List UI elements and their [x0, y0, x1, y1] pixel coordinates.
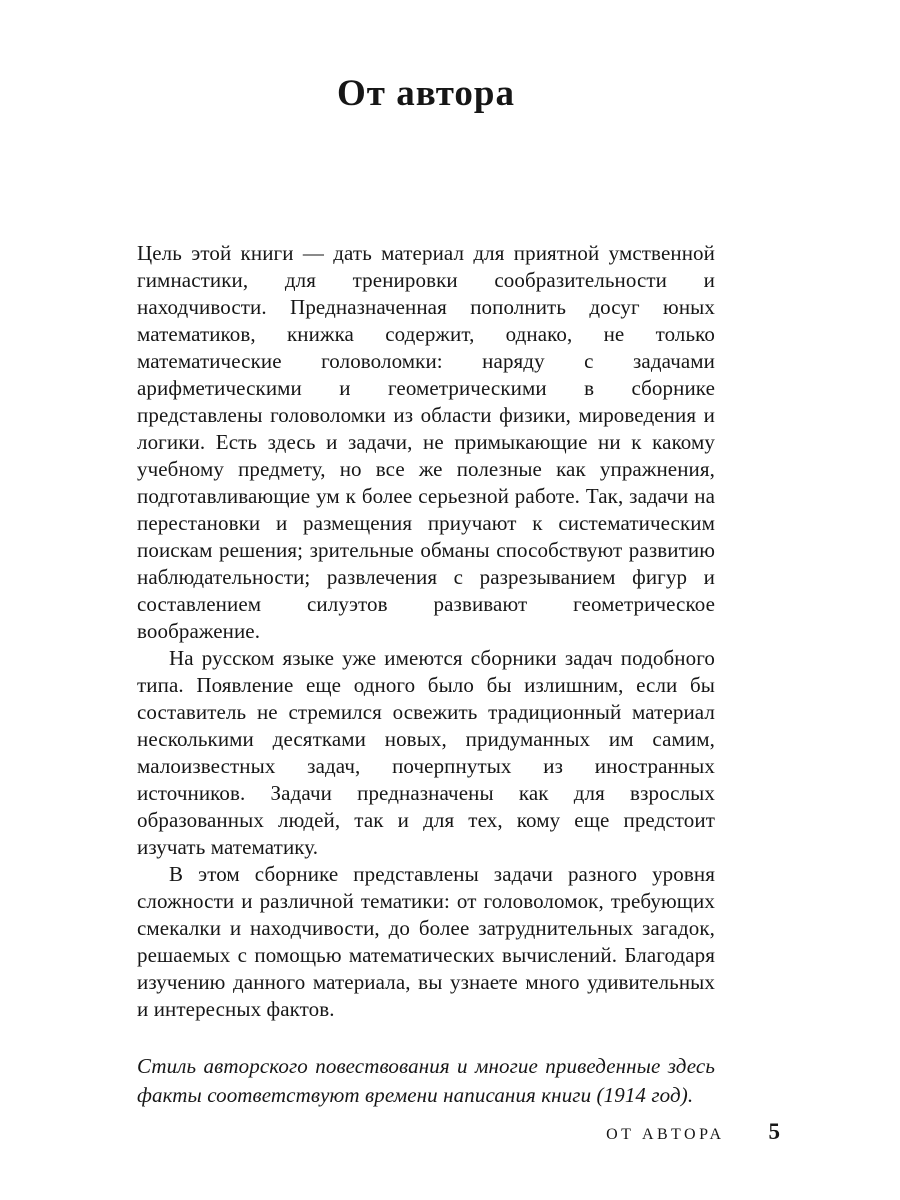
running-head: ОТ АВТОРА: [606, 1126, 725, 1143]
paragraph-difficulty-levels: В этом сборнике представлены задачи разного уровня сложности и различной тематики: от головоломок, требующих смекалки и находчивости, до более затруднительных загадок, решаемых с помощью математических вычислений. Благодаря изучению данного материала, вы узнаете много удивительных и интересных фактов.: [137, 862, 715, 1021]
page-number: 5: [768, 1119, 780, 1144]
body-text: [137, 240, 715, 1109]
page-footer: [137, 1119, 780, 1145]
editor-note: Стиль авторского повествования и многие приведенные здесь факты соответствуют времени написания книги (1914 год).: [137, 1054, 715, 1107]
page-title: От автора: [336, 73, 516, 114]
paragraph-intro: Цель этой книги — дать материал для приятной умственной гимнастики, для тренировки сообразительности и находчивости. Предназначенная пополнить досуг юных математиков, книжка содержит, однако, не только математические головоломки: наряду с задачами арифметическими и геометрическими в сборнике представлены головоломки из области физики, мироведения и логики. Есть здесь и задачи, не примыкающие ни к какому учебному предмету, но все же полезные как упражнения, подготавливающие ум к более серьезной работе. Так, задачи на перестановки и размещения приучают к систематическим поискам решения; зрительные обманы способствуют развитию наблюдательности; развлечения с разрезыванием фигур и составлением силуэтов развивают геометрическое воображение.: [137, 241, 715, 643]
paragraph-existing-collections: На русском языке уже имеются сборники задач подобного типа. Появление еще одного было бы излишним, если бы составитель не стремился освежить традиционный материал несколькими десятками новых, придуманных им самим, малоизвестных задач, почерпнутых из иностранных источников. Задачи предназначены как для взрослых образованных людей, так и для тех, кому еще предстоит изучать математику.: [137, 646, 715, 859]
